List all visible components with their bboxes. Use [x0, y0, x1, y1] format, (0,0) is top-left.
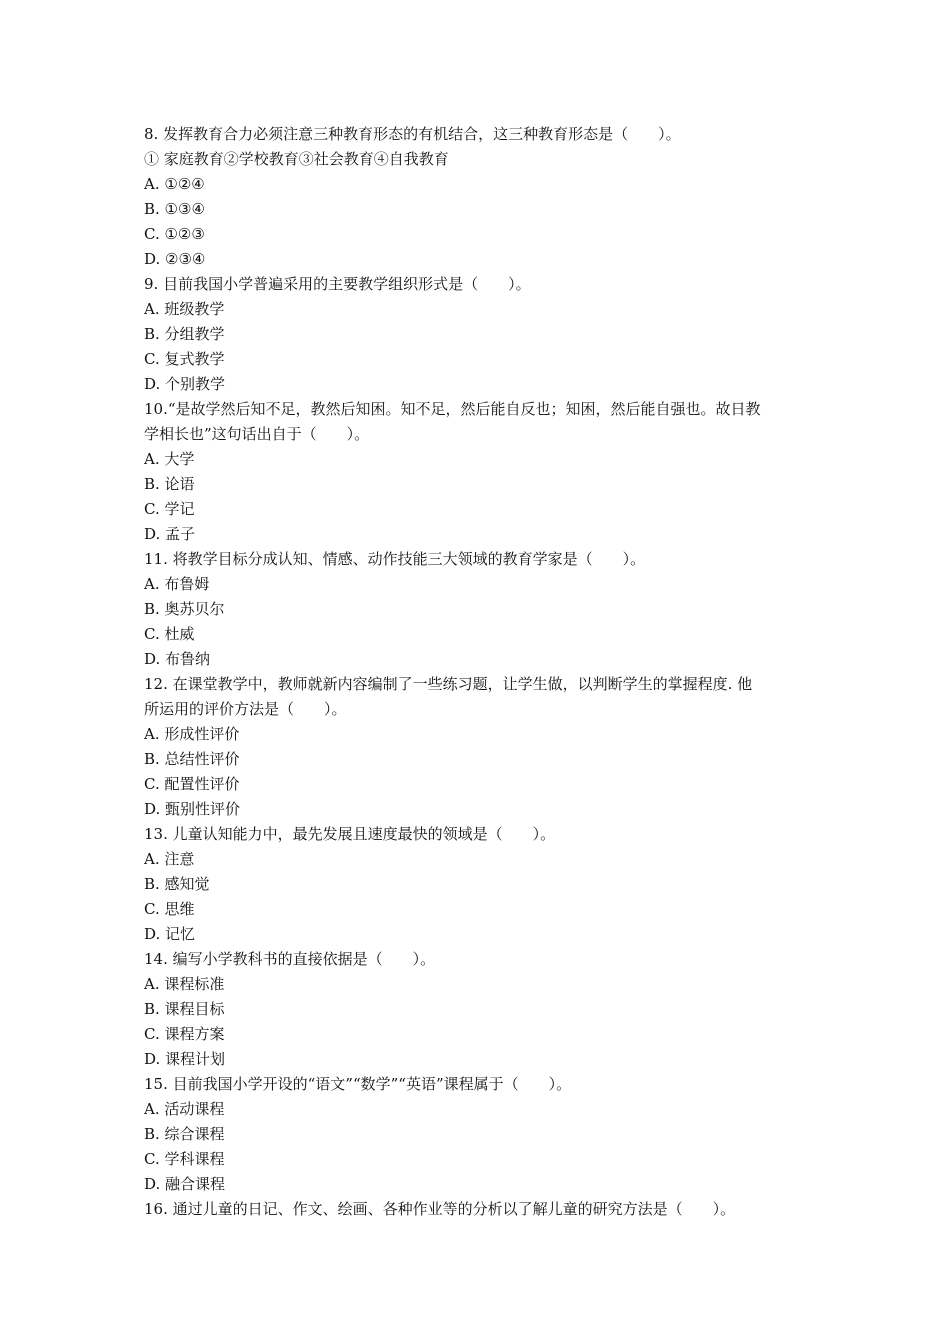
- answer-option: B. 奥苏贝尔: [144, 600, 225, 618]
- answer-option: C. 复式教学: [144, 350, 225, 368]
- answer-option: B. 分组教学: [144, 325, 225, 343]
- answer-option: A. 课程标准: [144, 975, 225, 993]
- answer-option: C. 配置性评价: [144, 775, 240, 793]
- question-block: [144, 547, 824, 672]
- answer-option: D. 孟子: [144, 525, 196, 543]
- question-stem-line: 16. 通过儿童的日记、作文、绘画、各种作业等的分析以了解儿童的研究方法是（ ）。: [144, 1200, 736, 1218]
- answer-option: B. ①③④: [144, 200, 205, 218]
- answer-option: B. 综合课程: [144, 1125, 225, 1143]
- answer-option: C. 杜威: [144, 625, 195, 643]
- question-stem-line: ① 家庭教育②学校教育③社会教育④自我教育: [144, 150, 449, 168]
- answer-option: D. ②③④: [144, 250, 206, 268]
- answer-option: A. 活动课程: [144, 1100, 225, 1118]
- answer-option: D. 布鲁纳: [144, 650, 211, 668]
- answer-option: D. 甄别性评价: [144, 800, 241, 818]
- answer-option: C. 学记: [144, 500, 195, 518]
- document-page: [144, 122, 824, 1222]
- question-block: [144, 822, 824, 947]
- answer-option: A. 布鲁姆: [144, 575, 210, 593]
- question-block: [144, 1072, 824, 1197]
- answer-option: C. 学科课程: [144, 1150, 225, 1168]
- answer-option: C. 思维: [144, 900, 195, 918]
- answer-option: D. 课程计划: [144, 1050, 226, 1068]
- question-block: [144, 947, 824, 1072]
- question-block: [144, 272, 824, 397]
- answer-option: D. 记忆: [144, 925, 196, 943]
- answer-option: C. ①②③: [144, 225, 205, 243]
- answer-option: A. ①②④: [144, 175, 205, 193]
- question-stem-line: 9. 目前我国小学普遍采用的主要教学组织形式是（ ）。: [144, 275, 531, 293]
- answer-option: D. 个别教学: [144, 375, 226, 393]
- answer-option: A. 注意: [144, 850, 195, 868]
- question-block: [144, 397, 824, 547]
- question-stem-line: 所运用的评价方法是（ ）。: [144, 700, 347, 718]
- question-stem-line: 12. 在课堂教学中，教师就新内容编制了一些练习题，让学生做，以判断学生的掌握程度. 他: [144, 675, 753, 693]
- answer-option: A. 班级教学: [144, 300, 225, 318]
- question-block: [144, 672, 824, 822]
- answer-option: B. 论语: [144, 475, 195, 493]
- question-stem-line: 学相长也”这句话出自于（ ）。: [144, 425, 370, 443]
- answer-option: B. 课程目标: [144, 1000, 225, 1018]
- answer-option: B. 总结性评价: [144, 750, 240, 768]
- question-stem-line: 10.“是故学然后知不足，教然后知困。知不足，然后能自反也；知困，然后能自强也。故日教: [144, 400, 761, 418]
- question-block: [144, 1197, 824, 1222]
- answer-option: D. 融合课程: [144, 1175, 226, 1193]
- answer-option: C. 课程方案: [144, 1025, 225, 1043]
- answer-option: B. 感知觉: [144, 875, 210, 893]
- question-stem-line: 15. 目前我国小学开设的“语文”“数学”“英语”课程属于（ ）。: [144, 1075, 572, 1093]
- question-block: [144, 122, 824, 272]
- question-stem-line: 13. 儿童认知能力中，最先发展且速度最快的领域是（ ）。: [144, 825, 556, 843]
- answer-option: A. 形成性评价: [144, 725, 240, 743]
- answer-option: A. 大学: [144, 450, 195, 468]
- question-stem-line: 14. 编写小学教科书的直接依据是（ ）。: [144, 950, 436, 968]
- question-stem-line: 8. 发挥教育合力必须注意三种教育形态的有机结合，这三种教育形态是（ ）。: [144, 125, 681, 143]
- question-stem-line: 11. 将教学目标分成认知、情感、动作技能三大领域的教育学家是（ ）。: [144, 550, 646, 568]
